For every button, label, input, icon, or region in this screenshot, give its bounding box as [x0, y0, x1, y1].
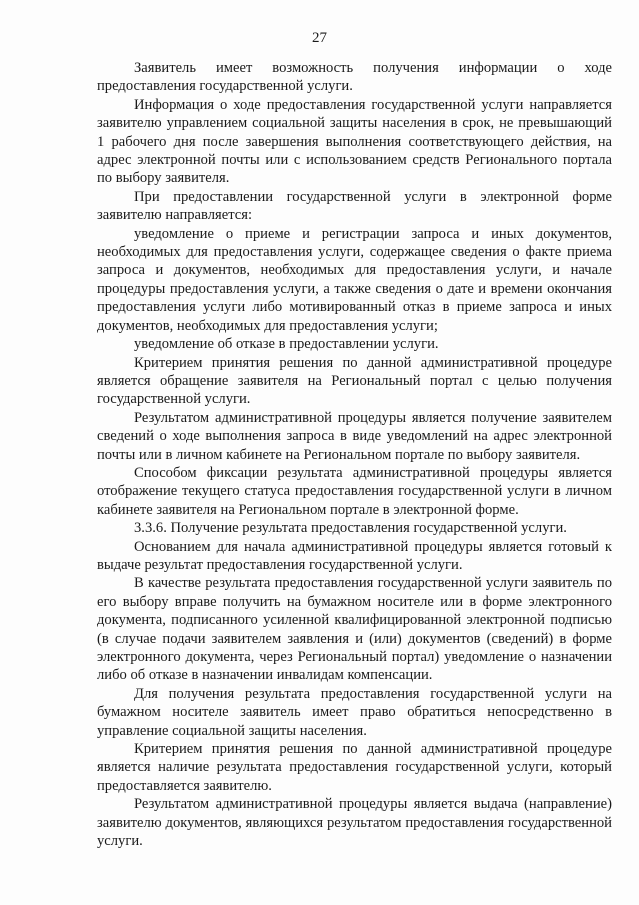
- paragraph: Информация о ходе предоставления государственной услуги направляется заявителю управлением социальной защиты населения в срок, не превышающий 1 рабочего дня после завершения выполнения соответствующего действия, на адрес электронной почты или с использованием средств Регионального портала по выбору заявителя.: [97, 96, 612, 187]
- paragraph: Заявитель имеет возможность получения информации о ходе предоставления государственной услуги.: [97, 60, 612, 95]
- paragraph: уведомление о приеме и регистрации запроса и иных документов, необходимых для предоставления услуги, содержащее сведения о факте приема запроса и документов, необходимых для предоставления услуги, и начале процедуры предоставления услуги, а также сведения о дате и времени окончания предоставления услуги либо мотивированный отказ в приеме запроса и иных документов, необходимых для предоставления услуги;: [97, 225, 612, 334]
- paragraph: Критерием принятия решения по данной административной процедуре является наличие результата предоставления государственной услуги, который предоставляется заявителю.: [97, 741, 612, 794]
- section-heading: 3.3.6. Получение результата предоставления государственной услуги.: [134, 520, 567, 537]
- document-body: [97, 59, 612, 850]
- paragraph: Критерием принятия решения по данной административной процедуре является обращение заявителя на Региональный портал с целью получения государственной услуги.: [97, 354, 612, 408]
- paragraph: уведомление об отказе в предоставлении услуги.: [134, 336, 439, 353]
- page-number: 27: [312, 30, 327, 46]
- paragraph: В качестве результата предоставления государственной услуги заявитель по его выбору вправе получить на бумажном носителе или в форме электронного документа, подписанного усиленной квалифицированной электронной подписью (в случае подачи заявителем заявления и (или) документов (сведений) в форме электронного документа, через Региональный портал) уведомление о назначении либо об отказе в назначении инвалидам компенсации.: [97, 575, 612, 684]
- paragraph: Способом фиксации результата административной процедуры является отображение текущего статуса предоставления государственной услуги в личном кабинете заявителя на Региональном портале в электронной форме.: [97, 464, 612, 518]
- paragraph: Основанием для начала административной процедуры является готовый к выдаче результат предоставления государственной услуги.: [97, 538, 612, 573]
- paragraph: Результатом административной процедуры является получение заявителем сведений о ходе выполнения запроса в виде уведомлений на адрес электронной почты или в личном кабинете на Региональном портале по выбору заявителя.: [97, 409, 612, 463]
- paragraph: Результатом административной процедуры является выдача (направление) заявителю документов, являющихся результатом предоставления государственной услуги.: [97, 796, 612, 850]
- paragraph: При предоставлении государственной услуги в электронной форме заявителю направляется:: [97, 188, 612, 224]
- paragraph: Для получения результата предоставления государственной услуги на бумажном носителе заявитель имеет право обратиться непосредственно в управление социальной защиты населения.: [97, 685, 612, 739]
